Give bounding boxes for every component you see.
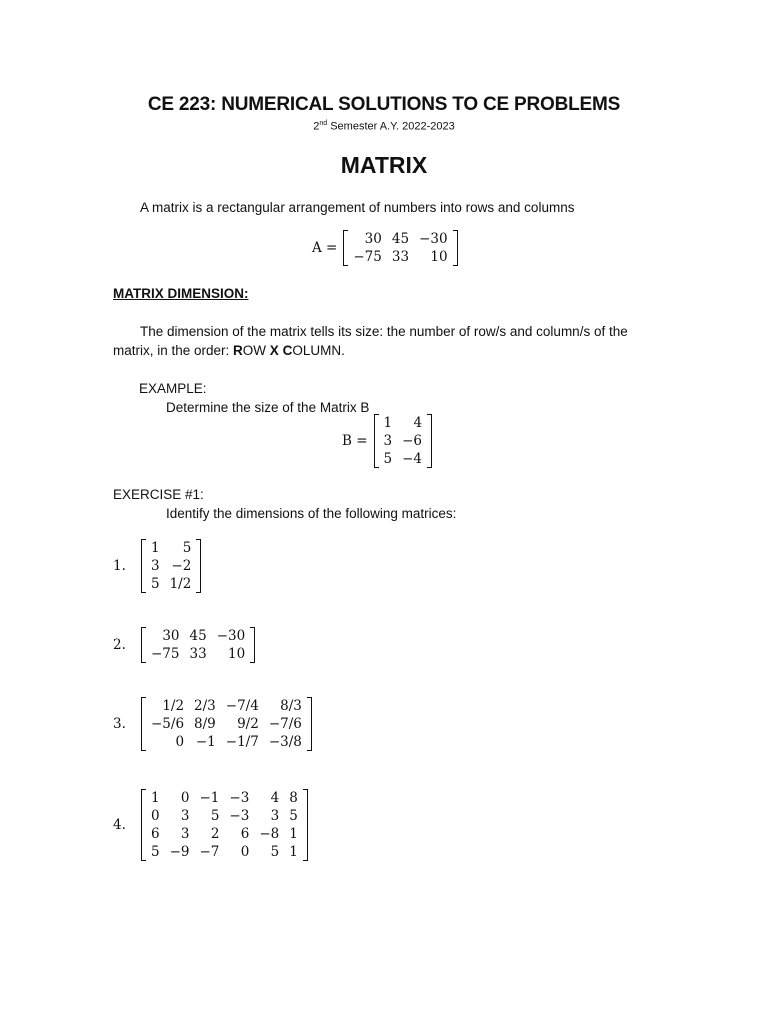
matrix-entry: −3 [229,790,250,806]
matrix-entry: 4 [413,415,423,431]
matrix-entry: 0 [180,790,190,806]
matrix-b-block [342,414,432,468]
matrix-entry: 2 [210,826,220,842]
matrix-a [343,230,457,266]
semester-number: 2 [313,120,320,133]
semester-text: Semester A.Y. 2022-2023 [327,120,455,133]
matrix-row [146,843,303,861]
example-instruction: Determine the size of the Matrix B [166,400,370,415]
matrix-entry: 1 [151,790,160,806]
column-rest: OLUMN. [292,343,345,358]
exercise-item-2 [113,627,255,663]
matrix-entry: −2 [171,558,192,574]
matrix-entry: 1/2 [169,576,192,592]
row-rest: OW [242,343,270,358]
matrix-entry: 0 [151,808,160,824]
matrix-entry: −75 [151,646,180,662]
matrix-entry: 8/3 [280,698,302,714]
matrix-entry: −7/4 [225,698,259,714]
matrix-row [146,715,307,733]
item-number: 1. [113,558,126,574]
dimension-line-1: The dimension of the matrix tells its size: the number of row/s and column/s of the [140,324,628,339]
matrix-entry: 6 [151,826,160,842]
matrix-entry: −30 [419,231,448,247]
section-heading-dimension: MATRIX DIMENSION: [113,286,249,301]
semester-ordinal: nd [319,120,328,127]
matrix-row [146,789,303,807]
matrix-entry: −1 [195,734,216,750]
matrix-entry: 4 [270,790,280,806]
matrix-row [379,450,428,468]
matrix-b [374,414,433,468]
matrix-entry: 1 [383,415,393,431]
matrix-entry: 10 [430,249,448,265]
matrix-entry: 3 [180,826,190,842]
matrix-entry: −4 [402,451,423,467]
matrix-a-label: A = [312,240,338,256]
matrix-entry: −7 [199,844,220,860]
matrix-entry: 30 [162,628,180,644]
matrix-entry: −1 [199,790,220,806]
matrix-row [146,627,250,645]
matrix-entry: 5 [151,576,160,592]
dimension-prefix: matrix, in the order: [113,343,234,358]
matrix-row [146,825,303,843]
matrix-entry: 5 [270,844,280,860]
matrix-entry: −8 [259,826,280,842]
exercise-matrix-4 [141,789,308,861]
matrix-entry: 8 [289,790,298,806]
matrix-row [146,697,307,715]
matrix-row [379,432,428,450]
matrix-entry: −1/7 [225,734,259,750]
matrix-entry: 0 [240,844,250,860]
exercise-matrix-2 [141,627,255,663]
matrix-entry: 1 [289,826,298,842]
item-number: 2. [113,637,126,653]
matrix-entry: 0 [175,734,185,750]
matrix-definition: A matrix is a rectangular arrangement of numbers into rows and columns [140,200,575,215]
matrix-row [348,248,452,266]
matrix-a-block [312,230,458,266]
matrix-entry: −9 [169,844,190,860]
matrix-entry: 45 [391,231,410,247]
matrix-entry: 1/2 [162,698,185,714]
exercise-matrix-3 [141,697,312,751]
exercise-heading: EXERCISE #1: [113,487,204,502]
matrix-entry: 5 [289,808,298,824]
matrix-entry: −3 [229,808,250,824]
exercise-item-1 [113,539,201,593]
example-heading: EXAMPLE: [139,381,207,396]
exercise-matrix-1 [141,539,201,593]
matrix-entry: 10 [228,646,246,662]
matrix-entry: 3 [270,808,280,824]
matrix-entry: −3/8 [268,734,302,750]
matrix-entry: 5 [210,808,220,824]
matrix-entry: 33 [189,646,207,662]
matrix-row [146,557,196,575]
matrix-b-label: B = [342,433,368,449]
matrix-entry: 5 [383,451,393,467]
course-title: CE 223: NUMERICAL SOLUTIONS TO CE PROBLEMS [147,94,621,115]
matrix-row [146,539,196,557]
item-number: 3. [113,716,126,732]
matrix-entry: 9/2 [237,716,259,732]
exercise-instruction: Identify the dimensions of the following matrices: [166,506,457,521]
dimension-line-2 [113,341,345,360]
matrix-row [379,414,428,432]
matrix-entry: 3 [383,433,393,449]
matrix-row [146,575,196,593]
exercise-item-3 [113,697,312,751]
matrix-entry: 1 [289,844,298,860]
matrix-entry: −7/6 [268,716,302,732]
matrix-entry: 33 [391,249,410,265]
matrix-entry: −75 [353,249,382,265]
matrix-entry: 30 [364,231,382,247]
matrix-row [146,645,250,663]
matrix-entry: 5 [151,844,160,860]
matrix-entry: 3 [151,558,160,574]
matrix-entry: 5 [182,540,192,556]
exercise-item-4 [113,789,308,861]
matrix-entry: 2/3 [194,698,216,714]
matrix-entry: 45 [189,628,207,644]
matrix-row [146,807,303,825]
column-initial: C [282,343,293,358]
semester-line [0,120,768,133]
row-initial: R [233,343,243,358]
matrix-entry: −30 [216,628,246,644]
matrix-entry: 8/9 [194,716,216,732]
matrix-entry: −5/6 [151,716,185,732]
matrix-row [348,230,452,248]
matrix-entry: −6 [402,433,423,449]
document-title: MATRIX [340,152,428,178]
times-x: X [269,343,279,358]
item-number: 4. [113,817,126,833]
matrix-row [146,733,307,751]
matrix-entry: 6 [240,826,250,842]
matrix-entry: 3 [180,808,190,824]
matrix-entry: 1 [151,540,160,556]
